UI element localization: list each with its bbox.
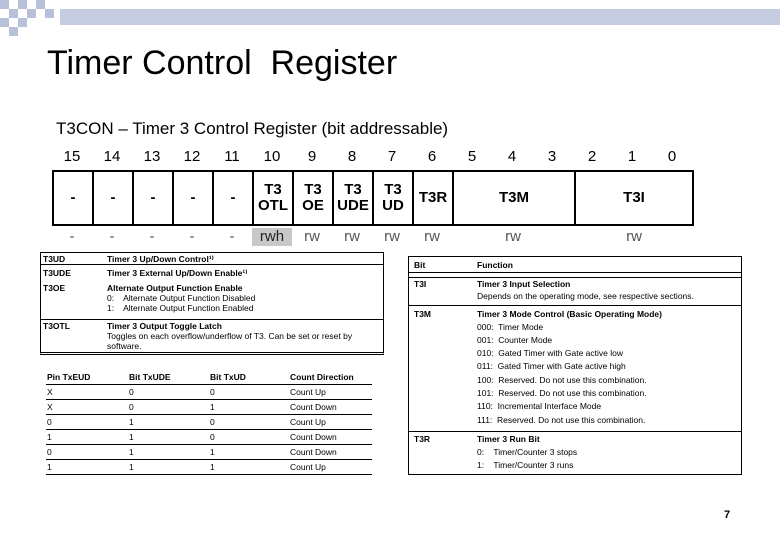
bit-detail: 101: Reserved. Do not use this combination. <box>477 388 647 398</box>
bit-number: 13 <box>143 148 161 165</box>
register-field-t3ude: T3 UDE <box>332 170 372 226</box>
bit-name: T3I <box>414 279 427 289</box>
register-field-t3ud: T3 UD <box>372 170 412 226</box>
table-cell: 1 <box>210 462 215 472</box>
bit-detail: 110: Incremental Interface Mode <box>477 401 602 411</box>
table-cell: 0 <box>47 447 52 457</box>
table-cell: 0 <box>129 402 134 412</box>
bit-description-table-left <box>40 252 384 355</box>
access-type: - <box>229 228 235 245</box>
register-field: - <box>92 170 132 226</box>
access-type: rw <box>626 228 642 245</box>
bit-detail: 100: Reserved. Do not use this combination. <box>477 375 647 385</box>
bit-function: Alternate Output Function Enable <box>107 283 243 293</box>
access-type: - <box>69 228 75 245</box>
table-cell: X <box>47 402 53 412</box>
table-cell: 1 <box>47 432 52 442</box>
table-cell: Count Down <box>290 447 337 457</box>
register-field: - <box>212 170 252 226</box>
bit-number: 1 <box>627 148 637 165</box>
bit-detail: 001: Counter Mode <box>477 335 553 345</box>
bit-description-table-right <box>408 256 742 475</box>
access-type: rw <box>344 228 360 245</box>
bit-function: Timer 3 External Up/Down Enable¹⁾ <box>107 268 248 278</box>
bit-name: T3UD <box>43 254 66 264</box>
bit-name: T3M <box>414 309 431 319</box>
table-cell: 1 <box>129 432 134 442</box>
page-title: Timer Control Register <box>47 44 398 82</box>
bit-number: 3 <box>547 148 557 165</box>
table-cell: 1 <box>129 417 134 427</box>
register-field: - <box>132 170 172 226</box>
column-header: Bit TxUD <box>210 372 246 382</box>
bit-number: 9 <box>307 148 317 165</box>
bit-number: 5 <box>467 148 477 165</box>
register-subtitle: T3CON – Timer 3 Control Register (bit addressable) <box>56 119 449 138</box>
bit-function: Timer 3 Mode Control (Basic Operating Mode) <box>477 309 662 319</box>
bit-detail: 0: Alternate Output Function Disabled <box>107 293 256 303</box>
register-field-t3i: T3I <box>574 170 694 226</box>
table-cell: 1 <box>210 402 215 412</box>
table-cell: 0 <box>47 417 52 427</box>
bit-number: 11 <box>224 148 240 165</box>
bit-name: T3OE <box>43 283 66 293</box>
bit-detail: software. <box>107 341 142 351</box>
bit-name: T3UDE <box>43 268 71 278</box>
bit-function: Timer 3 Input Selection <box>477 279 571 289</box>
bit-detail: 011: Gated Timer with Gate active high <box>477 361 626 371</box>
bit-number-row <box>52 148 694 168</box>
bit-number: 14 <box>103 148 121 165</box>
bit-number: 2 <box>587 148 597 165</box>
bit-detail: 1: Alternate Output Function Enabled <box>107 303 254 313</box>
register-field-t3oe: T3 OE <box>292 170 332 226</box>
bit-function: Timer 3 Up/Down Control¹⁾ <box>107 254 214 264</box>
bit-name: T3R <box>414 434 431 444</box>
bit-number: 0 <box>667 148 677 165</box>
column-header: Pin TxEUD <box>47 372 91 382</box>
bit-number: 8 <box>347 148 357 165</box>
table-cell: Count Up <box>290 462 326 472</box>
bit-number: 10 <box>263 148 281 165</box>
register-field-t3m: T3M <box>452 170 574 226</box>
access-type: - <box>189 228 195 245</box>
bit-number: 12 <box>183 148 201 165</box>
table-cell: Count Up <box>290 417 326 427</box>
column-header: Bit <box>414 260 426 270</box>
access-type: rw <box>424 228 440 245</box>
bit-function: Timer 3 Output Toggle Latch <box>107 321 222 331</box>
column-header: Bit TxUDE <box>129 372 171 382</box>
table-cell: 1 <box>47 462 52 472</box>
access-type: rw <box>384 228 400 245</box>
table-cell: 0 <box>210 432 215 442</box>
table-cell: Count Down <box>290 402 337 412</box>
table-cell: Count Down <box>290 432 337 442</box>
bit-name: T3OTL <box>43 321 70 331</box>
access-type: rw <box>505 228 521 245</box>
bit-detail: Toggles on each overflow/underflow of T3. Can be set or reset by <box>107 331 353 341</box>
bit-detail: Depends on the operating mode, see respective sections. <box>477 291 694 301</box>
access-type: rw <box>304 228 320 245</box>
table-cell: 0 <box>129 387 134 397</box>
access-type: - <box>149 228 155 245</box>
register-field-t3r: T3R <box>412 170 452 226</box>
register-field-t3otl: T3 OTL <box>252 170 292 226</box>
column-header: Function <box>477 260 513 270</box>
register-field: - <box>172 170 212 226</box>
bit-detail: 000: Timer Mode <box>477 322 544 332</box>
table-cell: Count Up <box>290 387 326 397</box>
bit-number: 15 <box>63 148 81 165</box>
table-cell: 1 <box>210 447 215 457</box>
table-cell: 0 <box>210 417 215 427</box>
access-type: - <box>109 228 115 245</box>
table-cell: 0 <box>210 387 215 397</box>
table-cell: X <box>47 387 53 397</box>
bit-detail: 1: Timer/Counter 3 runs <box>477 460 574 470</box>
column-header: Count Direction <box>290 372 354 382</box>
access-type-highlighted: rwh <box>252 228 292 246</box>
bit-number: 4 <box>507 148 517 165</box>
table-cell: 1 <box>129 447 134 457</box>
decorative-header-pattern <box>0 0 780 40</box>
bit-detail: 0: Timer/Counter 3 stops <box>477 447 578 457</box>
bit-function: Timer 3 Run Bit <box>477 434 540 444</box>
bit-number: 7 <box>387 148 397 165</box>
page-number: 7 <box>724 509 731 521</box>
bit-detail: 111: Reserved. Do not use this combination. <box>477 415 646 425</box>
register-field: - <box>52 170 92 226</box>
bit-number: 6 <box>427 148 437 165</box>
bit-detail: 010: Gated Timer with Gate active low <box>477 348 623 358</box>
table-cell: 1 <box>129 462 134 472</box>
